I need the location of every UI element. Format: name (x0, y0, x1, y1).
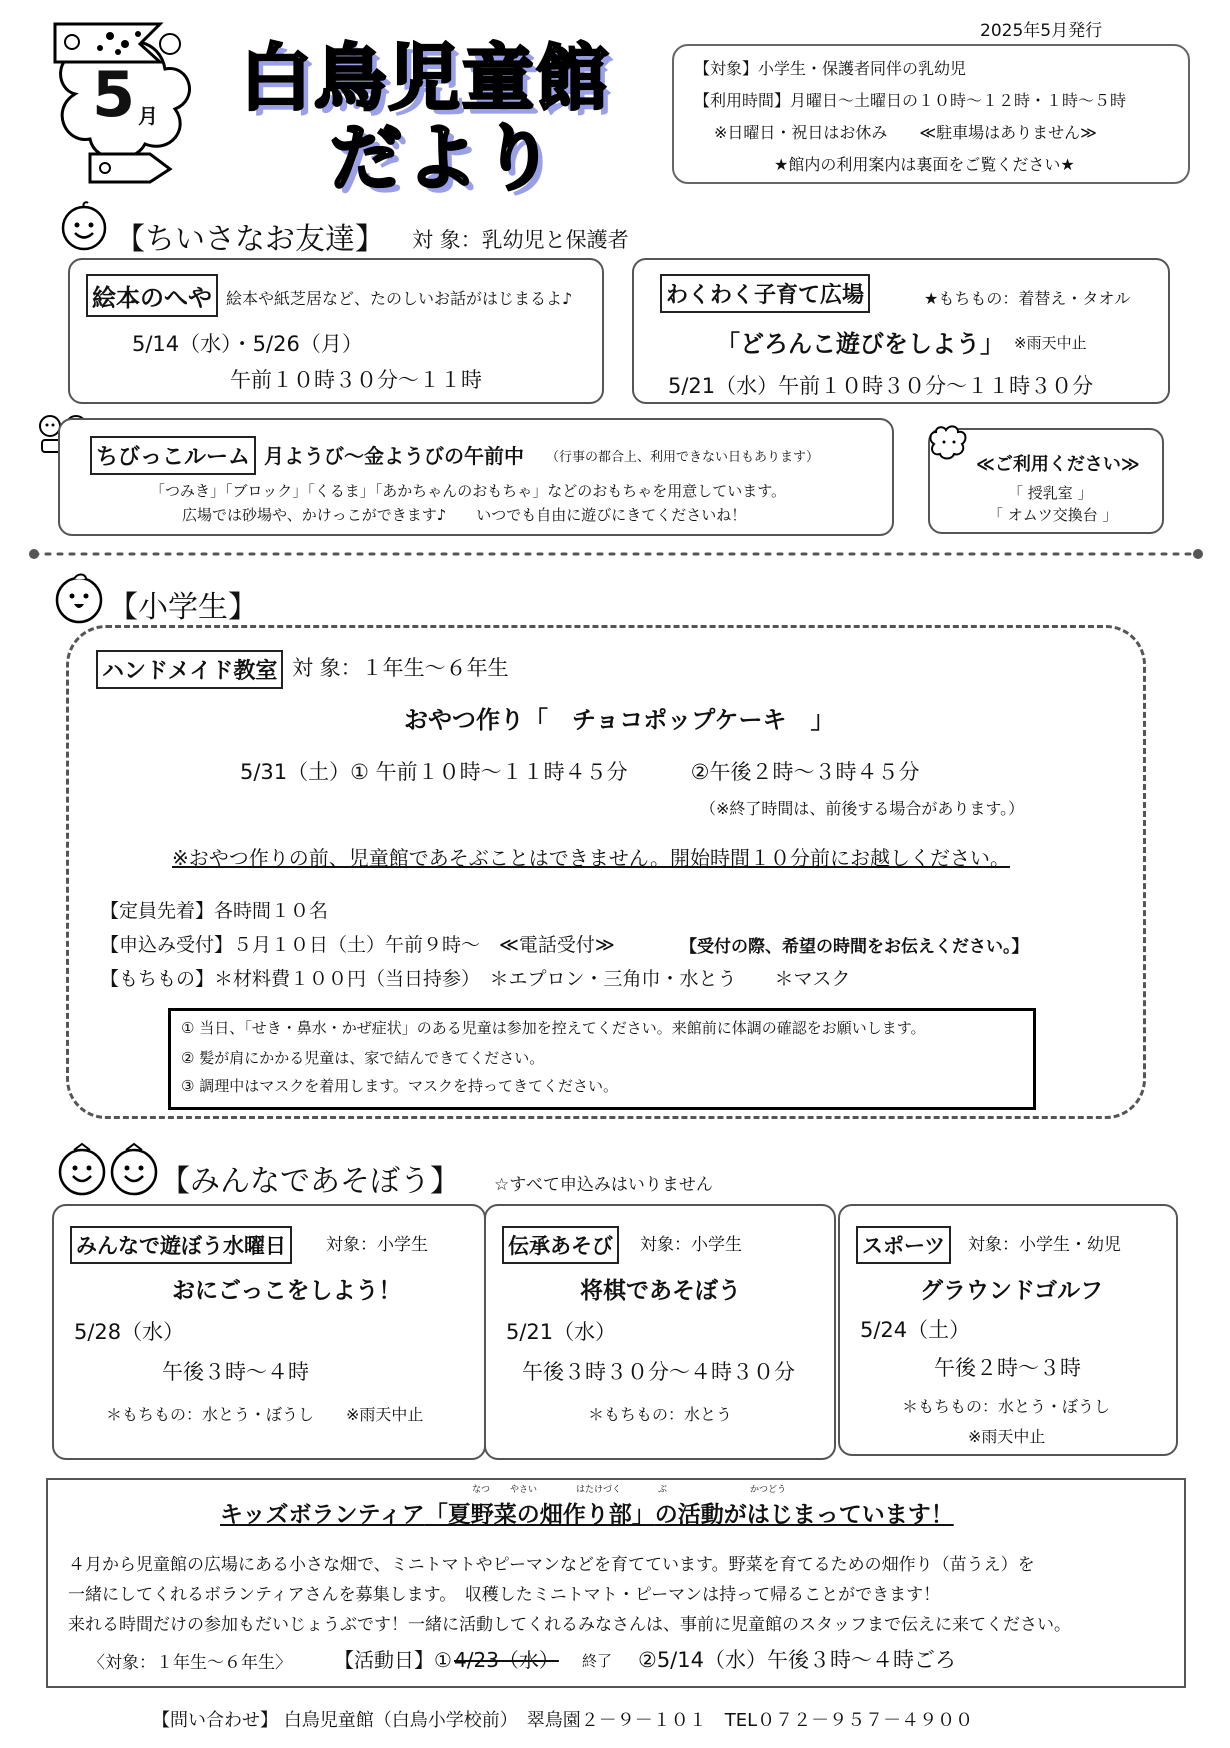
handmade-apply: 【申込み受付】５月１０日（土）午前９時～ ≪電話受付≫ (100, 934, 615, 956)
handmade-warning: ※おやつ作りの前、児童館であそぶことはできません。開始時間１０分前にお越しください。 (172, 846, 1010, 870)
handmade-schedule-note: （※終了時間は、前後する場合があります。） (700, 799, 1025, 818)
play-heading: 【みんなであそぼう】 (160, 1164, 460, 1199)
play-card-title: グラウンドゴルフ (920, 1278, 1104, 1304)
smiley-apple-icon (58, 200, 110, 252)
ehon-time: 午前１０時３０分～１１時 (230, 368, 482, 392)
play-subtitle: ☆すべて申込みはいりません (494, 1175, 713, 1195)
wakuwaku-tag: わくわく子育て広場 (660, 274, 870, 313)
sheep-icon (926, 424, 972, 464)
wakuwaku-card (632, 258, 1170, 404)
info-box (672, 44, 1190, 184)
volunteer-ruby-hatakedukuri: はたけづく (576, 1485, 622, 1495)
volunteer-day2: ②5/14（水）午後３時～４時ごろ (638, 1648, 956, 1672)
wakuwaku-rain: ※雨天中止 (1014, 334, 1087, 352)
elementary-heading: 【小学生】 (108, 590, 258, 625)
volunteer-line2: 一緒にしてくれるボランティアさんを募集します。 収穫したミニトマト・ピーマンは持って帰ることができます！ (68, 1585, 941, 1605)
handmade-note-2: ② 髪が肩にかかる児童は、家で結んできてください。 (181, 1049, 545, 1067)
play-card-title: 将棋であそぼう (580, 1278, 741, 1304)
play-card-target: 対象：小学生 (326, 1235, 428, 1255)
play-card-traditional (484, 1204, 836, 1460)
newsletter-title-line2: だより (330, 116, 559, 200)
month-suffix: 月 (138, 104, 158, 128)
facilities-item-nursing: 「 授乳室 」 (1008, 484, 1093, 502)
volunteer-title-a: キッズボランティア (220, 1502, 425, 1528)
info-target: 【対象】小学生・保護者同伴の乳幼児 (694, 59, 967, 78)
info-guide: ★館内の利用案内は裏面をご覧ください★ (774, 155, 1075, 174)
facilities-title: ≪ご利用ください≫ (976, 454, 1140, 475)
info-holidays: ※日曜日・祝日はお休み ≪駐車場はありません≫ (714, 123, 1097, 142)
play-card-note2: ※雨天中止 (968, 1427, 1046, 1446)
chibikko-line1: 「つみき」「ブロック」「くるま」「あかちゃんのおもちゃ」などのおもちゃを用意しています。 (150, 482, 787, 500)
wakuwaku-title: 「どろんこ遊びをしよう」 (716, 330, 1004, 358)
handmade-tag: ハンドメイド教室 (96, 650, 283, 689)
volunteer-line3: 来れる時間だけの参加もだいじょうぶです！一緒に活動してくれるみなさんは、事前に児童館のスタッフまで伝えに来てください。 (68, 1615, 1071, 1635)
handmade-schedule: 5/31（土）① 午前１０時～１１時４５分 ②午後２時～３時４５分 (240, 760, 920, 784)
ehon-tag: 絵本のへや (86, 274, 218, 317)
play-card-note: ＊もちもの：水とう (588, 1405, 733, 1424)
volunteer-ruby-natsu: なつ (472, 1485, 491, 1495)
volunteer-target: 〈対象：１年生～６年生〉 (88, 1653, 292, 1673)
handmade-apply-note: 【受付の際、希望の時間をお伝えください。】 (680, 937, 1029, 957)
handmade-target: 対 象：１年生～６年生 (292, 656, 509, 680)
play-card-date: 5/24（土） (860, 1318, 971, 1342)
play-card-note: ＊もちもの：水とう・ぼうし ※雨天中止 (106, 1405, 424, 1424)
handmade-bring: 【もちもの】＊材料費１００円（当日持参） ＊エプロン・三角巾・水とう ＊マスク (100, 968, 851, 990)
chibikko-tag: ちびっこルーム (90, 436, 256, 475)
volunteer-day1-end: 終了 (582, 1652, 613, 1670)
play-card-target: 対象：小学生・幼児 (968, 1235, 1121, 1255)
volunteer-title (220, 1496, 954, 1529)
ehon-desc: 絵本や紙芝居など、たのしいお話がはじまるよ♪ (226, 289, 573, 308)
handmade-note-1: ① 当日、「せき・鼻水・かぜ症状」のある児童は参加を控えてください。来館前に体調の確認をお願いします。 (181, 1019, 926, 1037)
wakuwaku-datetime: 5/21（水）午前１０時３０分～１１時３０分 (668, 374, 1094, 398)
volunteer-title-b: 「夏野菜の畑作り部」 (424, 1502, 655, 1528)
play-card-time: 午後３時～４時 (162, 1360, 309, 1384)
play-card-wednesday (52, 1204, 486, 1460)
play-card-date: 5/21（水） (506, 1320, 617, 1344)
handmade-title: おやつ作り「 チョコポップケーキ 」 (404, 706, 835, 734)
handmade-note-3: ③ 調理中はマスクを着用します。マスクを持ってきてください。 (181, 1077, 619, 1095)
handmade-capacity: 【定員先着】各時間１０名 (100, 900, 329, 922)
ehon-dates: 5/14（水）・5/26（月） (132, 332, 363, 356)
info-hours: 【利用時間】月曜日～土曜日の１０時～１２時・１時～５時 (694, 91, 1127, 110)
small-friends-heading: 【ちいさなお友達】 (115, 222, 385, 257)
volunteer-line1: ４月から児童館の広場にある小さな畑で、ミニトマトやピーマンなどを育てています。野菜を育てるための畑作り（苗うえ）を (68, 1555, 1035, 1575)
ehon-card (68, 258, 604, 404)
orange-face-icon (52, 570, 106, 626)
volunteer-ruby-yasai: やさい (510, 1485, 538, 1495)
issue-date: 2025年5月発行 (980, 21, 1103, 41)
month-number: 5 (92, 58, 136, 131)
play-card-time: 午後３時３０分～４時３０分 (522, 1360, 795, 1384)
play-card-time: 午後２時～３時 (934, 1356, 1081, 1380)
play-card-tag: みんなで遊ぼう水曜日 (70, 1226, 292, 1264)
play-card-title: おにごっこをしよう！ (172, 1278, 402, 1304)
small-friends-target: 対 象：乳幼児と保護者 (412, 228, 629, 252)
volunteer-ruby-katsudo: かつどう (750, 1485, 787, 1495)
play-card-tag: 伝承あそび (502, 1226, 619, 1264)
facilities-card (928, 428, 1164, 534)
chibikko-card (58, 418, 894, 536)
handmade-notes-box (168, 1008, 1036, 1110)
volunteer-day1: 4/23（水） (454, 1648, 559, 1672)
newsletter-title-line1: 白鳥児童館 (240, 36, 611, 120)
play-card-sports (838, 1204, 1178, 1456)
volunteer-ruby-bu: ぶ (658, 1485, 668, 1495)
chibikko-days: 月ようび～金ようびの午前中 (264, 444, 524, 468)
volunteer-box (46, 1478, 1186, 1688)
play-card-date: 5/28（水） (74, 1320, 185, 1344)
wakuwaku-bring: ★もちもの：着替え・タオル (924, 289, 1131, 308)
facilities-item-diaper: 「 オムツ交換台 」 (988, 506, 1118, 524)
play-card-tag: スポーツ (856, 1226, 951, 1264)
volunteer-title-c: の活動がはじまっています！ (654, 1502, 954, 1528)
section-divider (28, 548, 1204, 560)
smiling-fruits-icon (56, 1140, 160, 1198)
play-card-target: 対象：小学生 (640, 1235, 742, 1255)
play-card-note: ＊もちもの：水とう・ぼうし (902, 1397, 1111, 1416)
chibikko-note: （行事の都合上、利用できない日もあります） (546, 450, 820, 465)
contact-footer: 【問い合わせ】 白鳥児童館（白鳥小学校前） 翠鳥園２－９－１０１ TEL０７２－９５７－４９００ (152, 1710, 974, 1731)
volunteer-days-label: 【活動日】① (334, 1648, 452, 1672)
chibikko-line2: 広場では砂場や、かけっこができます♪ いつでも自由に遊びにきてくださいね！ (182, 506, 747, 524)
